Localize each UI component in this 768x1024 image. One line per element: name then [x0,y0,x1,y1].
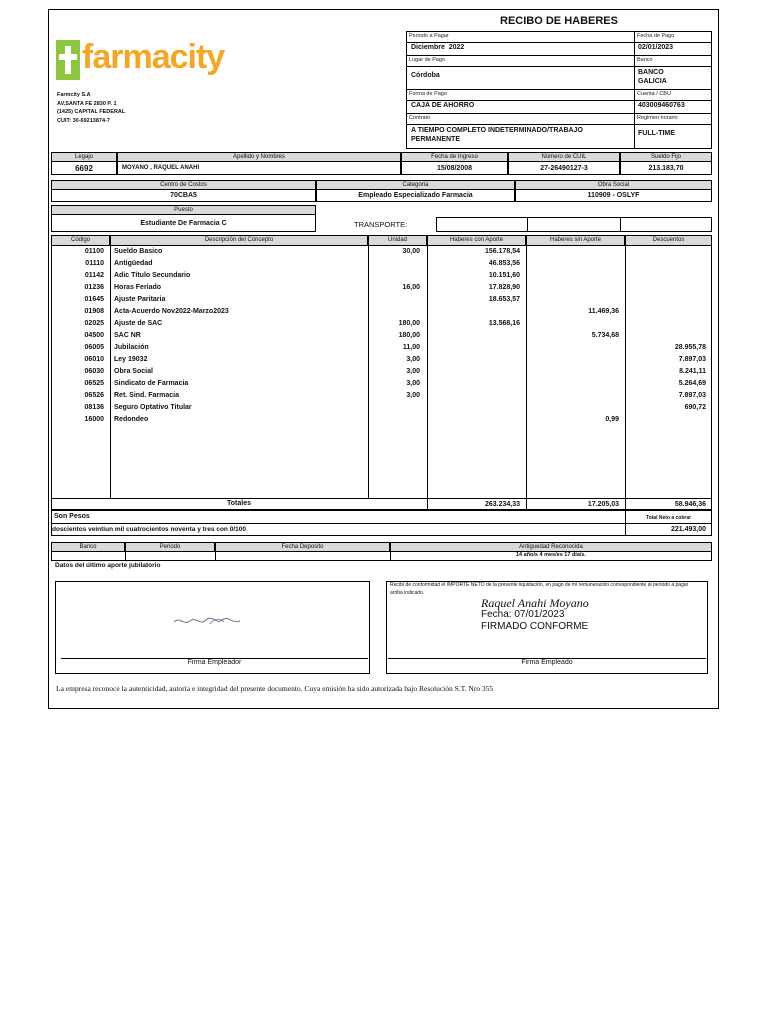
row-unit [368,270,420,282]
puesto-value: Estudiante De Farmacia C [51,214,316,232]
row-description: Horas Feriado [114,284,162,291]
col-descuentos: Descuentos [625,235,712,246]
fecha-pago-value: 02/01/2023 [638,44,674,51]
row-descuento [625,318,706,330]
periodo-label: Periodo a Pagar [409,33,449,39]
row-haber-con: 13.568,16 [488,320,520,327]
row-code: 06526 [84,392,104,399]
row-haber-con: 10.151,60 [488,272,520,279]
centro-value: 70CBA5 [51,189,316,202]
son-pesos-text: doscientos veintiun mil cuatrocientos noventa y tres con 0/100 [52,526,246,533]
totales-label: Totales [227,500,251,507]
row-haber-sin [526,270,619,282]
row-haber-con [427,390,520,402]
categoria-header: Categoria [316,180,515,190]
row-haber-con: 17.828,90 [488,284,520,291]
transporte-label: TRANSPORTE: [354,220,408,229]
row-descuento: 7.897,03 [678,356,706,363]
row-descuento [625,330,706,342]
col-codigo: Código [51,235,110,246]
employee-signature: Raquel Anahi Moyano [481,596,589,610]
row-haber-sin: 5.734,68 [591,332,619,339]
row-code: 06005 [84,344,104,351]
banco-label: Banco [637,57,653,63]
contrato-label: Contrato [409,115,431,121]
sueldo-value: 213.183,70 [620,161,712,175]
row-descuento [625,306,706,318]
row-description: Jubilación [114,344,149,351]
row-haber-sin [526,246,619,258]
row-haber-sin [526,354,619,366]
row-descuento: 28.955,78 [674,344,706,351]
row-code: 06010 [84,356,104,363]
obra-value: 110909 - OSLYF [515,189,712,202]
row-description: SAC NR [114,332,141,339]
row-description: Ajuste de SAC [114,320,163,327]
aporte-antiguedad-header: Antiguedad Reconocida [390,542,712,552]
company-line: AV.SANTA FE 2830 P. 1 [57,100,117,107]
cuenta-label: Cuenta / CBU [637,91,671,97]
antiguedad-value: 14 año/s 4 mes/es 17 día/s. [515,552,586,558]
row-description: Antigüedad [114,260,153,267]
aporte-banco-header: Banco [51,542,125,552]
sueldo-header: Sueldo Fijo [620,152,712,162]
row-haber-con [427,354,520,366]
transporte-box [436,217,712,232]
ingreso-header: Fecha de Ingreso [401,152,508,162]
total-sin-aporte: 17.205,03 [587,501,619,508]
row-description: Adic Título Secundario [114,272,191,279]
neto-label: Total Neto a cobrar [645,515,692,521]
row-haber-sin [526,282,619,294]
lugar-label: Lugar de Pago [409,57,446,63]
row-unit: 180,00 [398,332,420,339]
row-description: Ley 19032 [114,356,148,363]
row-descuento [625,294,706,306]
row-haber-con [427,378,520,390]
brand-name: farmacity [82,38,225,76]
puesto-header: Puesto [51,205,316,215]
cuil-value: 27-26490127-3 [508,161,620,175]
row-unit: 16,00 [402,284,420,291]
row-unit: 3,00 [406,380,420,387]
row-descuento [625,270,706,282]
aporte-fecha-header: Fecha Deposito [215,542,390,552]
row-code: 01142 [84,272,104,279]
row-description: Ret. Sind. Farmacia [114,392,179,399]
legajo-value: 6692 [51,161,117,175]
company-logo [56,38,225,84]
cuil-header: Número de CUIL [508,152,620,162]
row-code: 02025 [84,320,104,327]
aporte-periodo-header: Periodo [125,542,215,552]
son-pesos-label: Son Pesos [54,513,90,520]
row-descuento [625,258,706,270]
fecha-pago-label: Fecha de Pago [637,33,675,39]
row-code: 16000 [84,416,104,423]
col-haberes-con: Haberes con Aporte [427,235,526,246]
row-haber-con [427,306,520,318]
periodo-value: Diciembre 2022 [411,44,465,51]
row-haber-con: 18.653,57 [488,296,520,303]
firmado-conforme: FIRMADO CONFORME [481,621,589,632]
row-unit: 3,00 [406,356,420,363]
row-descuento: 690,72 [684,404,706,411]
forma-label: Forma de Pago [409,91,447,97]
aporte-title: Datos del último aporte jubilatorio [55,562,161,569]
banco-value: BANCO GALICIA [638,69,667,85]
categoria-value: Empleado Especializado Farmacia [316,189,515,202]
row-haber-con: 156.178,54 [484,248,520,255]
row-code: 06030 [84,368,104,375]
page-title: RECIBO DE HABERES [500,15,618,27]
firma-empleador-label: Firma Empleador [187,659,242,666]
row-haber-sin: 11.469,36 [588,308,619,315]
nombre-header: Apellido y Nombres [117,152,401,162]
row-haber-con [427,342,520,354]
row-haber-sin [526,342,619,354]
row-unit [368,402,420,414]
firma-fecha: Fecha: 07/01/2023 [481,609,565,620]
row-code: 01110 [85,260,104,267]
row-unit [368,294,420,306]
neto-value: 221.493,00 [670,526,706,533]
row-description: Ajuste Paritaria [114,296,166,303]
legajo-header: Legajo [51,152,117,162]
row-haber-sin [526,402,619,414]
row-unit: 3,00 [406,368,420,375]
ingreso-value: 15/08/2008 [401,161,508,175]
cross-icon [56,40,80,80]
row-descuento: 8.241,11 [679,368,706,375]
row-haber-sin [526,390,619,402]
row-unit [368,258,420,270]
row-haber-con [427,402,520,414]
row-description: Acta-Acuerdo Nov2022-Marzo2023 [114,308,229,315]
cuenta-value: 403009460763 [638,102,685,109]
row-haber-con: 46.853,56 [488,260,520,267]
row-descuento [625,246,706,258]
company-line: CUIT: 30-69213874-7 [57,117,110,124]
nombre-value: MOYANO , RAQUEL ANAHI [117,161,401,175]
row-descuento [625,282,706,294]
row-descuento [625,414,706,426]
lugar-value: Córdoba [411,72,440,79]
row-code: 06525 [84,380,104,387]
firma-empleado-label: Firma Empleado [521,659,573,666]
contrato-value: A TIEMPO COMPLETO INDETERMINADO/TRABAJO PERMANENTE [411,127,583,143]
row-code: 01645 [84,296,104,303]
row-code: 01100 [84,248,104,255]
row-haber-sin [526,366,619,378]
row-description: Seguro Optativo Titular [114,404,192,411]
row-code: 08136 [84,404,104,411]
row-haber-con [427,414,520,426]
total-descuentos: 58.946,36 [674,501,706,508]
row-unit: 30,00 [402,248,420,255]
row-description: Obra Social [114,368,153,375]
row-unit: 180,00 [398,320,420,327]
company-line: (1425) CAPITAL FEDERAL [57,109,126,115]
row-description: Sueldo Basico [114,248,163,255]
row-description: Sindicato de Farmacia [114,380,189,387]
row-code: 04500 [84,332,104,339]
row-haber-sin [526,258,619,270]
regimen-value: FULL-TIME [638,130,675,137]
row-haber-sin: 0,99 [605,416,619,423]
row-code: 01908 [84,308,104,315]
row-haber-sin [526,294,619,306]
legal-footer: La empresa reconoce la autenticidad, autoría e integridad del presente documento. Cuya emisión ha sido autorizada bajo Resolución S.T. Nro 355 [56,684,494,693]
centro-header: Centro de Costos [51,180,316,190]
col-haberes-sin: Haberes sin Aporte [526,235,625,246]
col-unidad: Unidad [368,235,427,246]
row-haber-con [427,366,520,378]
company-line: Farmcity S.A [57,92,91,98]
row-haber-sin [526,318,619,330]
row-code: 01236 [84,284,104,291]
col-descripcion: Descripción del Concepto [110,235,368,246]
conformidad-text: Recibí de conformidad el IMPORTE NETO de la presente liquidación, en pago de mi remuneración correspondiente al período a pagar arriba indicado. [390,582,689,596]
row-descuento: 7.897,03 [678,392,706,399]
row-unit: 11,00 [402,344,420,351]
company-info [57,91,125,125]
obra-header: Obra Social [515,180,712,190]
row-haber-con [427,330,520,342]
row-description: Redondeo [114,416,149,423]
row-unit [368,414,420,426]
row-descuento: 5.264,69 [678,380,706,387]
regimen-label: Regimen horario [637,115,678,121]
employer-signature-icon [170,612,250,632]
row-unit [368,306,420,318]
row-unit: 3,00 [406,392,420,399]
row-haber-sin [526,378,619,390]
total-con-aporte: 263.234,33 [484,501,520,508]
forma-value: CAJA DE AHORRO [411,102,475,109]
